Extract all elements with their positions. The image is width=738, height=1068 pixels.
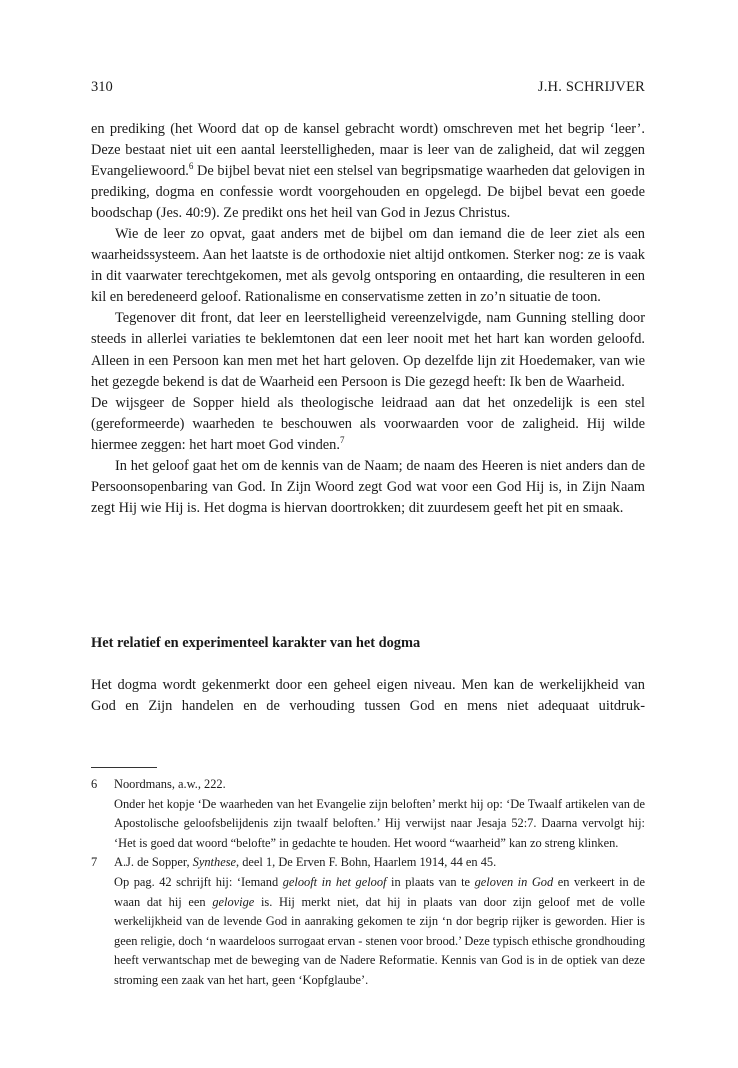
- page-number: 310: [91, 79, 113, 95]
- section-heading: Het relatief en experimenteel karakter van het dogma: [91, 635, 421, 651]
- footnote-emphasis: gelooft in het geloof: [282, 874, 387, 889]
- footnote-separator: [91, 767, 157, 768]
- paragraph-5: In het geloof gaat het om de kennis van de Naam; de naam des Heeren is niet anders dan de Persoonsopenbaring van God. In Zijn Woord zegt God wat voor een God Hij is, in Zijn Naam zegt Hij wie Hij is. Het dogma is hiervan doortrokken; dit zuurdesem geeft het pit en smaak.: [91, 457, 645, 516]
- footnote-ref-7[interactable]: 7: [339, 434, 345, 445]
- citation-rest: , deel 1, De Erven F. Bohn, Haarlem 1914, 44 en 45.: [236, 855, 497, 870]
- footnote-7: [91, 853, 645, 990]
- footnote-text: [114, 873, 645, 991]
- footnote-emphasis: gelovige: [212, 894, 255, 909]
- paragraph-3: Tegenover dit front, dat leer en leerstelligheid vereenzelvigde, nam Gunning stelling door steeds in allerlei variaties te beklemtonen dat een leer nooit met het hart kan worden geloofd. Alleen in een Persoon kan men met het hart geloven. Op dezelfde lijn zit Hoedemaker, van wie het gezegde bekend is dat de Waarheid een Persoon is Die gezegd heeft: Ik ben de Waarheid.: [91, 310, 645, 390]
- footnotes: [91, 775, 645, 991]
- footnote-emphasis: geloven in God: [474, 874, 554, 889]
- footnote-number: 7: [91, 855, 98, 870]
- paragraph-4-text: De wijsgeer de Sopper hield als theologische leidraad aan dat het onzedelijk is een stel (gereformeerde) waarheden te beschouwen als voorwaarden voor de zaligheid. Hij wilde hiermee zeggen: het hart moet God vinden.: [91, 394, 645, 453]
- footnote-6: [91, 775, 645, 853]
- footnote-text: Onder het kopje ‘De waarheden van het Evangelie zijn beloften’ merkt hij op: ‘De Twaalf artikelen van de Apostolische geloofsbelijdenis zijn twaalf beloften.’ Hij verwijst naar Jesaja 52:7. Daarna vervolgt hij: ‘Het is goed dat woord “belofte” in gedachte te houden. Het woord “waarheid” kan zo streng klinken.: [114, 796, 645, 850]
- section-body: [91, 675, 645, 717]
- running-head-author: J.H. SCHRIJVER: [537, 79, 645, 95]
- paragraph-1-text-continued: De bijbel bevat niet een stelsel van begripsmatige waarheden dat gelovigen in prediking, dogma en confessie wordt voorgehouden en opgelegd. De bijbel bevat een goede boodschap (Jes. 40:9). Ze predikt ons het heil van God in Jezus Christus.: [91, 163, 645, 222]
- paragraph-4: [91, 393, 645, 456]
- footnote-text-part: in plaats van te: [386, 874, 475, 889]
- footnote-citation: [114, 853, 645, 873]
- paragraph-1-text: en prediking (het Woord dat op de kansel gebracht wordt) omschreven met het begrip ‘leer’. Deze bestaat niet uit een aantal leerstelligheden, maar is leer van de zaligheid, dat wil zeggen Evangeliewoord.: [91, 121, 645, 180]
- main-body-text: [91, 119, 645, 519]
- footnote-text-part: is. Hij merkt niet, dat hij in plaats van door zijn geloof met de volle werkelijkheid van de levende God in aanraking gekomen te zijn ‘n dor begrip rijker is geworden. Hier is geen religie, doch ‘n waardeloos surrogaat ervan - stenen voor brood.’ Deze typisch ethische grondhouding heeft verwantschap met de beweging van de Nadere Reformatie. Kennis van God is in de optiek van deze stroming een zaak van het hart, geen ‘Kopfglaube’.: [114, 894, 646, 987]
- section-paragraph: Het dogma wordt gekenmerkt door een geheel eigen niveau. Men kan de werkelijkheid van God en Zijn handelen en de verhouding tussen God en mens niet adequaat uitdruk-: [91, 677, 645, 715]
- footnote-text-part: Op pag. 42 schrijft hij: ‘Iemand: [114, 874, 283, 889]
- citation-author: A.J. de Sopper,: [114, 855, 193, 870]
- footnote-number: 6: [91, 777, 98, 791]
- paragraph-2: Wie de leer zo opvat, gaat anders met de bijbel om dan iemand die de leer ziet als een waarheidssysteem. Aan het laatste is de orthodoxie niet altijd ontkomen. Sterker nog: ze is vaak in dit vaarwater terechtgekomen, met als gevolg ontsporing en ontaarding, die resulteren in een kil en beredeneerd geloof. Rationalisme en conservatisme zetten in zo’n situatie de toon.: [91, 226, 645, 306]
- footnote-ref-6[interactable]: 6: [188, 161, 194, 172]
- footnote-text-part: en verkeert in de waan dat hij een: [114, 874, 645, 909]
- citation-title: Synthese: [192, 855, 237, 870]
- footnote-citation: Noordmans, a.w., 222.: [114, 777, 226, 791]
- paragraph-1: [91, 119, 645, 224]
